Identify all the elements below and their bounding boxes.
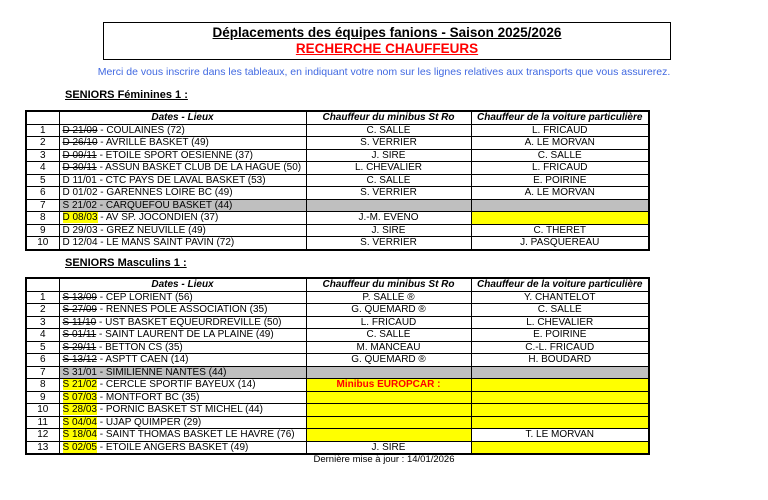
instruction-text: Merci de vous inscrire dans les tableaux, en indiquant votre nom sur les lignes relatives aux transports que vous assurerez.	[97, 66, 671, 78]
car-driver-cell[interactable]	[471, 416, 649, 429]
row-number: 9	[26, 391, 59, 404]
date-lieu-cell	[59, 124, 306, 137]
minibus-driver-cell[interactable]	[306, 391, 471, 404]
minibus-driver-cell[interactable]: C. SALLÉ	[306, 174, 471, 187]
date-lieu-cell	[59, 304, 306, 317]
match-date: D 30/11	[62, 162, 97, 174]
column-header: Chauffeur de la voiture particulière	[471, 278, 649, 291]
car-driver-cell[interactable]: E. POIRINE	[471, 329, 649, 342]
match-lieu: - ASSUN BASKET CLUB DE LA HAGUE (50)	[96, 162, 302, 174]
match-date: S 11/10	[62, 316, 97, 328]
table-row	[26, 187, 649, 200]
table-row	[26, 354, 649, 367]
car-driver-cell[interactable]	[471, 404, 649, 417]
car-driver-cell[interactable]: A. LE MORVAN	[471, 137, 649, 150]
table-row	[26, 329, 649, 342]
minibus-driver-cell[interactable]: J. SIRE	[306, 441, 471, 454]
match-date: S 13/12	[62, 354, 97, 366]
row-number: 9	[26, 224, 59, 237]
table-row	[26, 237, 649, 250]
row-number: 6	[26, 354, 59, 367]
match-lieu: - BETTON CS (35)	[96, 341, 183, 353]
minibus-driver-cell[interactable]: P. SALLÉ ®	[306, 291, 471, 304]
date-lieu-cell	[59, 149, 306, 162]
match-date: S 01/11	[62, 329, 97, 341]
date-lieu-cell	[59, 429, 306, 442]
match-date: S 02/05	[62, 441, 97, 453]
match-lieu: - RENNES POLE ASSOCIATION (35)	[96, 304, 268, 316]
minibus-driver-cell[interactable]	[306, 416, 471, 429]
table-row	[26, 137, 649, 150]
row-number: 12	[26, 429, 59, 442]
match-date: D 26/10	[62, 137, 98, 149]
car-driver-cell[interactable]: T. LE MORVAN	[471, 429, 649, 442]
match-date: S 13/09	[62, 291, 97, 303]
car-driver-cell[interactable]: A. LE MORVAN	[471, 187, 649, 200]
car-driver-cell[interactable]: L. FRICAUD	[471, 124, 649, 137]
car-driver-cell[interactable]: C. SALLÉ	[471, 304, 649, 317]
car-driver-cell[interactable]	[471, 212, 649, 225]
table-row	[26, 162, 649, 175]
match-date: D 09/11	[62, 149, 97, 161]
minibus-driver-cell[interactable]: Minibus EUROPCAR :	[306, 379, 471, 392]
minibus-driver-cell[interactable]: C. SALLÉ	[306, 124, 471, 137]
match-lieu: - CERCLE SPORTIF BAYEUX (14)	[96, 379, 256, 391]
date-lieu-cell	[59, 212, 306, 225]
minibus-driver-cell[interactable]	[306, 429, 471, 442]
column-header: Chauffeur du minibus St Ro	[306, 278, 471, 291]
match-lieu: - AV SP. JOCONDIEN (37)	[97, 212, 219, 224]
minibus-driver-cell[interactable]: J. SIRE	[306, 149, 471, 162]
table-row	[26, 341, 649, 354]
match-lieu: - AVRILLÉ BASKET (49)	[97, 137, 209, 149]
column-header: Dates - Lieux	[59, 278, 306, 291]
minibus-driver-cell[interactable]	[306, 199, 471, 212]
row-number: 2	[26, 304, 59, 317]
date-lieu-cell	[59, 341, 306, 354]
date-lieu-cell	[59, 354, 306, 367]
date-lieu-cell	[59, 237, 306, 250]
table-row	[26, 416, 649, 429]
row-number: 1	[26, 291, 59, 304]
row-number: 4	[26, 162, 59, 175]
date-lieu-cell	[59, 316, 306, 329]
match-date: S 29/11	[62, 341, 97, 353]
section-title-seniors-feminines: SENIORS Féminines 1 :	[65, 89, 188, 101]
table-row	[26, 391, 649, 404]
car-driver-cell[interactable]	[471, 199, 649, 212]
date-lieu-cell	[59, 441, 306, 454]
match-lieu: - GREZ NEUVILLE (49)	[97, 224, 206, 236]
match-date: D 12/04	[62, 237, 98, 249]
table-row	[26, 224, 649, 237]
minibus-driver-cell[interactable]: M. MANCEAU	[306, 341, 471, 354]
match-lieu: - MONTFORT BC (35)	[96, 391, 200, 403]
section-title-seniors-masculins: SENIORS Masculins 1 :	[65, 257, 187, 269]
table-row	[26, 379, 649, 392]
match-lieu: - ETOILE SPORT OESIENNE (37)	[96, 149, 253, 161]
car-driver-cell[interactable]	[471, 391, 649, 404]
match-lieu: - ASPTT CAEN (14)	[96, 354, 189, 366]
minibus-driver-cell[interactable]: L. CHEVALIER	[306, 162, 471, 175]
date-lieu-cell	[59, 391, 306, 404]
date-lieu-cell	[59, 379, 306, 392]
minibus-driver-cell[interactable]	[306, 404, 471, 417]
car-driver-cell[interactable]: L. FRICAUD	[471, 162, 649, 175]
match-date: S 07/03	[62, 391, 97, 403]
minibus-driver-cell[interactable]: J.-M. EVENO	[306, 212, 471, 225]
match-date: D 01/02	[62, 187, 98, 199]
table-row	[26, 316, 649, 329]
row-number: 3	[26, 149, 59, 162]
car-driver-cell[interactable]: J. PASQUEREAU	[471, 237, 649, 250]
minibus-driver-cell[interactable]: C. SALLÉ	[306, 329, 471, 342]
row-number: 5	[26, 174, 59, 187]
row-number: 1	[26, 124, 59, 137]
row-number: 8	[26, 379, 59, 392]
car-driver-cell[interactable]: E. POIRINE	[471, 174, 649, 187]
match-date: S 21/02	[62, 379, 97, 391]
match-lieu: - GARENNES LOIRE BC (49)	[97, 187, 233, 199]
date-lieu-cell	[59, 162, 306, 175]
car-driver-cell[interactable]: C.-L. FRICAUD	[471, 341, 649, 354]
match-date: D 08/03	[62, 212, 98, 224]
match-lieu: - LE MANS SAINT PAVIN (72)	[97, 237, 235, 249]
match-lieu: - ETOILE ANGERS BASKET (49)	[96, 441, 249, 453]
header-row	[26, 111, 649, 124]
match-lieu: - CEP LORIENT (56)	[96, 291, 193, 303]
match-date: S 31/01	[62, 366, 97, 378]
table-row	[26, 404, 649, 417]
minibus-driver-cell[interactable]: G. QUEMARD ®	[306, 304, 471, 317]
match-lieu: - SAINT THOMAS BASKET LE HAVRE (76)	[96, 429, 295, 441]
last-updated-text: Dernière mise à jour : 14/01/2026	[313, 454, 455, 465]
column-header	[26, 111, 59, 124]
table-seniors-masculins	[25, 277, 650, 455]
match-lieu: - PORNIC BASKET ST MICHEL (44)	[96, 404, 263, 416]
table-row	[26, 149, 649, 162]
car-driver-cell[interactable]: Y. CHANTELOT	[471, 291, 649, 304]
car-driver-cell[interactable]: L. CHEVALIER	[471, 316, 649, 329]
minibus-driver-cell[interactable]: L. FRICAUD	[306, 316, 471, 329]
row-number: 4	[26, 329, 59, 342]
match-lieu: - SIMILIENNE NANTES (44)	[96, 366, 227, 378]
date-lieu-cell	[59, 366, 306, 379]
match-date: D 11/01	[62, 174, 97, 186]
date-lieu-cell	[59, 404, 306, 417]
minibus-driver-cell[interactable]: S. VERRIER	[306, 237, 471, 250]
date-lieu-cell	[59, 224, 306, 237]
match-date: S 18/04	[62, 429, 97, 441]
row-number: 7	[26, 199, 59, 212]
match-lieu: - UJAP QUIMPER (29)	[96, 416, 202, 428]
match-lieu: - UST BASKET EQUEURDREVILLE (50)	[96, 316, 282, 328]
row-number: 11	[26, 416, 59, 429]
table-row	[26, 429, 649, 442]
row-number: 8	[26, 212, 59, 225]
car-driver-cell[interactable]: C. SALLÉ	[471, 149, 649, 162]
date-lieu-cell	[59, 416, 306, 429]
minibus-driver-cell[interactable]	[306, 366, 471, 379]
match-date: S 21/02	[62, 199, 97, 211]
match-date: S 04/04	[62, 416, 97, 428]
match-date: D 29/03	[62, 224, 98, 236]
row-number: 6	[26, 187, 59, 200]
match-date: S 27/09	[62, 304, 97, 316]
minibus-driver-cell[interactable]: J. SIRE	[306, 224, 471, 237]
table-row	[26, 304, 649, 317]
row-number: 10	[26, 237, 59, 250]
table-row	[26, 199, 649, 212]
table-row	[26, 441, 649, 454]
date-lieu-cell	[59, 291, 306, 304]
column-header: Chauffeur de la voiture particulière	[471, 111, 649, 124]
match-lieu: - CTC PAYS DE LAVAL BASKET (53)	[96, 174, 266, 186]
row-number: 5	[26, 341, 59, 354]
car-driver-cell[interactable]: H. BOUDARD	[471, 354, 649, 367]
minibus-driver-cell[interactable]: S. VERRIER	[306, 137, 471, 150]
match-lieu: - CARQUEFOU BASKET (44)	[96, 199, 233, 211]
header-row	[26, 278, 649, 291]
row-number: 3	[26, 316, 59, 329]
row-number: 13	[26, 441, 59, 454]
date-lieu-cell	[59, 187, 306, 200]
match-date: D 21/09	[62, 124, 98, 136]
document-title: Déplacements des équipes fanions - Saison 2025/2026	[212, 25, 562, 40]
row-number: 7	[26, 366, 59, 379]
row-number: 2	[26, 137, 59, 150]
column-header	[26, 278, 59, 291]
car-driver-cell[interactable]	[471, 366, 649, 379]
date-lieu-cell	[59, 137, 306, 150]
match-lieu: - COULAINES (72)	[97, 124, 185, 136]
date-lieu-cell	[59, 329, 306, 342]
match-date: S 28/03	[62, 404, 97, 416]
row-number: 10	[26, 404, 59, 417]
car-driver-cell[interactable]	[471, 441, 649, 454]
table-row	[26, 124, 649, 137]
minibus-driver-cell[interactable]: G. QUEMARD ®	[306, 354, 471, 367]
car-driver-cell[interactable]: C. THERET	[471, 224, 649, 237]
table-row	[26, 174, 649, 187]
minibus-driver-cell[interactable]: S. VERRIER	[306, 187, 471, 200]
date-lieu-cell	[59, 174, 306, 187]
car-driver-cell[interactable]	[471, 379, 649, 392]
column-header: Dates - Lieux	[59, 111, 306, 124]
table-row	[26, 291, 649, 304]
match-lieu: - SAINT LAURENT DE LA PLAINE (49)	[96, 329, 274, 341]
column-header: Chauffeur du minibus St Ro	[306, 111, 471, 124]
table-row	[26, 212, 649, 225]
date-lieu-cell	[59, 199, 306, 212]
table-row	[26, 366, 649, 379]
table-seniors-feminines	[25, 110, 650, 251]
document-subtitle: RECHERCHE CHAUFFEURS	[295, 41, 479, 56]
title-box	[103, 22, 671, 60]
